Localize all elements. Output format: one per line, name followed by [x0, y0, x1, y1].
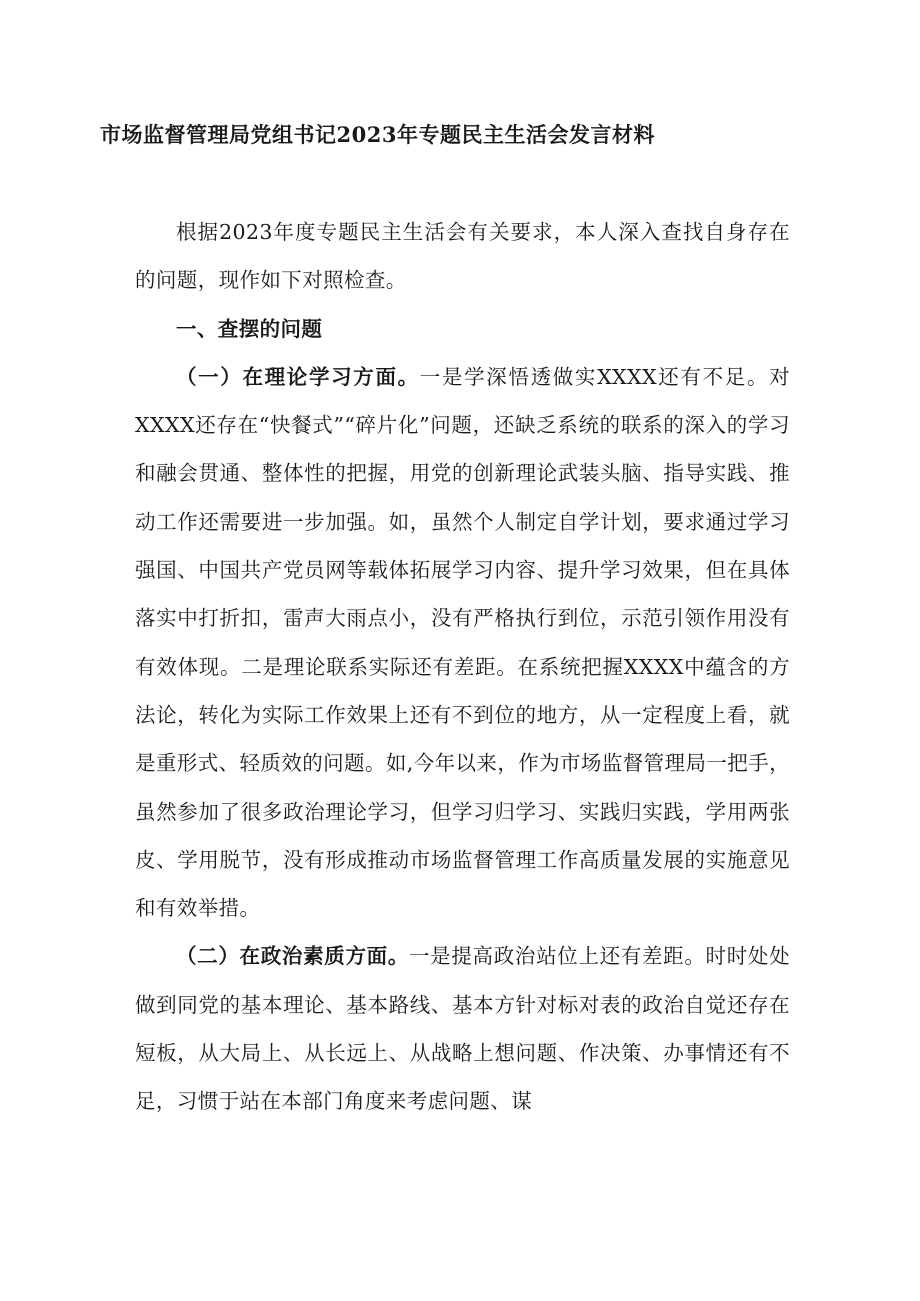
paragraph-label: （一）在理论学习方面。 — [176, 364, 420, 389]
section-heading: 一、查摆的问题 — [176, 316, 323, 341]
paragraph-text: 一是学深悟透做实XXXX还有不足。对XXXX还存在“快餐式”“碎片化”问题，还缺乏系统的联系的深入的学习和融会贯通、整体性的把握，用党的创新理论武装头脑、指导实践、推动工作还需要进一步加强。如，虽然个人制定自学计划，要求通过学习强国、中国共产党员网等载体拓展学习内容、提升学习效果，但在具体落实中打折扣，雷声大雨点小，没有严格执行到位，示范引领作用没有有效体现。二是理论联系实际还有差距。在系统把握XXXX中蕴含的方法论，转化为实际工作效果上还有不到位的地方，从一定程度上看，就是重形式、轻质效的问题。如,今年以来，作为市场监督管理局一把手，虽然参加了很多政治理论学习，但学习归学习、实践归实践，学用两张皮、学用脱节，没有形成推动市场监督管理工作高质量发展的实施意见和有效举措。 — [135, 364, 791, 921]
document-body — [135, 208, 790, 1126]
intro-paragraph: 根据2023年度专题民主生活会有关要求，本人深入查找自身存在的问题，现作如下对照检查。 — [135, 220, 790, 293]
paragraph-theory-study — [135, 353, 790, 933]
paragraph-label: （二）在政治素质方面。 — [176, 944, 409, 969]
paragraph-political-quality — [135, 932, 790, 1125]
paragraph-text: 一是提高政治站位上还有差距。时时处处做到同党的基本理论、基本路线、基本方针对标对表的政治自觉还存在短板，从大局上、从长远上、从战略上想问题、作决策、办事情还有不足，习惯于站在本部门角度来考虑问题、谋 — [135, 944, 790, 1114]
document-title: 市场监督管理局党组书记2023年专题民主生活会发言材料 — [100, 122, 655, 147]
